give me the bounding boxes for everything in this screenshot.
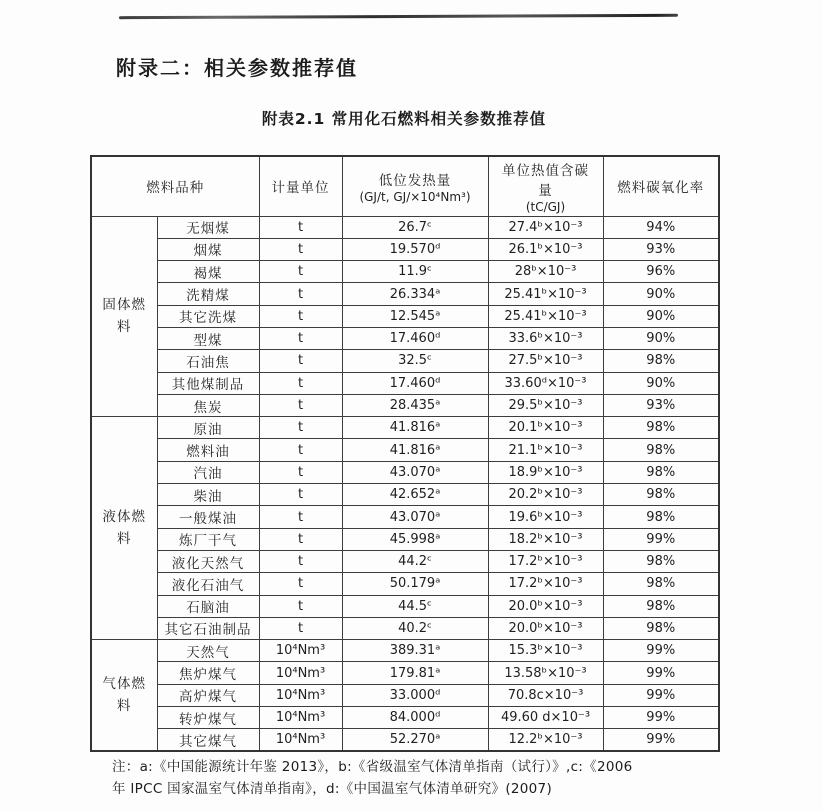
cell-unit: t (259, 506, 342, 528)
cell-fuel-name: 天然气 (157, 640, 259, 662)
table-row (91, 261, 719, 283)
cell-carbon-content: 17.2ᵇ×10⁻³ (488, 573, 603, 595)
table-row (91, 484, 719, 506)
header-heating-value-unit: (GJ/t, GJ/×10⁴Nm³) (359, 189, 471, 204)
table-row (91, 573, 719, 595)
cell-heating-value: 84.000ᵈ (342, 707, 488, 729)
cell-carbon-content: 12.2ᵇ×10⁻³ (488, 729, 603, 751)
cell-fuel-name: 其它石油制品 (157, 617, 259, 639)
cell-unit: 10⁴Nm³ (259, 684, 342, 706)
category-label: 固体燃料 (102, 297, 147, 336)
category-liquid-fuel (91, 417, 157, 640)
header-carbon-content (488, 156, 603, 216)
category-label: 气体燃料 (102, 675, 147, 715)
cell-heating-value: 12.545ᵃ (342, 305, 488, 327)
cell-unit: t (259, 305, 342, 327)
cell-heating-value: 11.9ᶜ (342, 261, 488, 283)
cell-oxidation-rate: 99% (603, 684, 719, 706)
header-oxidation-rate: 燃料碳氧化率 (603, 156, 719, 216)
cell-heating-value: 389.31ᵃ (342, 640, 488, 662)
cell-unit: t (259, 550, 342, 572)
cell-carbon-content: 29.5ᵇ×10⁻³ (488, 394, 603, 416)
cell-unit: t (259, 617, 342, 639)
table-row (91, 394, 719, 416)
cell-heating-value: 26.334ᵃ (342, 283, 488, 305)
cell-heating-value: 41.816ᵃ (342, 417, 488, 439)
cell-carbon-content: 27.5ᵇ×10⁻³ (488, 350, 603, 372)
cell-carbon-content: 18.9ᵇ×10⁻³ (488, 461, 603, 483)
cell-unit: t (259, 261, 342, 283)
cell-unit: t (259, 216, 342, 238)
cell-oxidation-rate: 98% (603, 506, 719, 528)
cell-heating-value: 179.81ᵃ (342, 662, 488, 684)
table-header-row (91, 156, 719, 216)
cell-oxidation-rate: 99% (603, 662, 719, 684)
cell-carbon-content: 21.1ᵇ×10⁻³ (488, 439, 603, 461)
table-row (91, 617, 719, 639)
header-heating-value-title: 低位发热量 (378, 172, 452, 189)
cell-unit: 10⁴Nm³ (259, 729, 342, 751)
cell-heating-value: 45.998ᵃ (342, 528, 488, 550)
cell-heating-value: 17.460ᵈ (342, 327, 488, 349)
cell-unit: t (259, 238, 342, 260)
cell-fuel-name: 其他煤制品 (157, 372, 259, 394)
cell-carbon-content: 49.60 d×10⁻³ (488, 707, 603, 729)
header-carbon-content-title1: 单位热值含碳 (502, 162, 589, 179)
cell-unit: t (259, 394, 342, 416)
table-row (91, 372, 719, 394)
table-row (91, 327, 719, 349)
table-row (91, 305, 719, 327)
cell-oxidation-rate: 90% (603, 327, 719, 349)
cell-fuel-name: 柴油 (157, 484, 259, 506)
header-carbon-content-unit: (tC/GJ) (525, 199, 566, 214)
cell-heating-value: 52.270ᵃ (342, 729, 488, 751)
table-row (91, 216, 719, 238)
table-row (91, 506, 719, 528)
cell-oxidation-rate: 93% (603, 394, 719, 416)
cell-oxidation-rate: 98% (603, 350, 719, 372)
cell-heating-value: 43.070ᵃ (342, 506, 488, 528)
cell-heating-value: 43.070ᵃ (342, 461, 488, 483)
category-solid-fuel (91, 216, 157, 417)
table-row (91, 640, 719, 662)
cell-oxidation-rate: 98% (603, 595, 719, 617)
cell-fuel-name: 液化石油气 (157, 573, 259, 595)
cell-unit: t (259, 350, 342, 372)
cell-oxidation-rate: 93% (603, 238, 719, 260)
cell-heating-value: 26.7ᶜ (342, 216, 488, 238)
cell-carbon-content: 19.6ᵇ×10⁻³ (488, 506, 603, 528)
table-row (91, 707, 719, 729)
header-unit: 计量单位 (259, 156, 342, 216)
cell-unit: t (259, 461, 342, 483)
cell-carbon-content: 25.41ᵇ×10⁻³ (488, 283, 603, 305)
table-row (91, 238, 719, 260)
cell-carbon-content: 20.1ᵇ×10⁻³ (488, 417, 603, 439)
table-row (91, 595, 719, 617)
table-row (91, 461, 719, 483)
cell-carbon-content: 33.60ᵈ×10⁻³ (488, 372, 603, 394)
cell-heating-value: 33.000ᵈ (342, 684, 488, 706)
cell-fuel-name: 褐煤 (157, 261, 259, 283)
cell-heating-value: 50.179ᵃ (342, 573, 488, 595)
cell-fuel-name: 燃料油 (157, 439, 259, 461)
table-row (91, 417, 719, 439)
cell-carbon-content: 20.0ᵇ×10⁻³ (488, 595, 603, 617)
header-heating-value (342, 156, 488, 216)
cell-fuel-name: 其它洗煤 (157, 305, 259, 327)
cell-heating-value: 32.5ᶜ (342, 350, 488, 372)
table-row (91, 662, 719, 684)
table-row (91, 283, 719, 305)
cell-unit: 10⁴Nm³ (259, 662, 342, 684)
scan-artifact-line (119, 14, 678, 19)
cell-heating-value: 17.460ᵈ (342, 372, 488, 394)
cell-oxidation-rate: 94% (603, 216, 719, 238)
cell-heating-value: 28.435ᵃ (342, 394, 488, 416)
cell-oxidation-rate: 99% (603, 640, 719, 662)
table-title: 附表2.1 常用化石燃料相关参数推荐值 (261, 110, 547, 128)
cell-oxidation-rate: 90% (603, 372, 719, 394)
cell-unit: t (259, 417, 342, 439)
cell-fuel-name: 转炉煤气 (157, 707, 259, 729)
cell-fuel-name: 无烟煤 (157, 216, 259, 238)
cell-carbon-content: 70.8c×10⁻³ (488, 684, 603, 706)
cell-unit: t (259, 283, 342, 305)
cell-carbon-content: 17.2ᵇ×10⁻³ (488, 550, 603, 572)
cell-carbon-content: 28ᵇ×10⁻³ (488, 261, 603, 283)
cell-fuel-name: 高炉煤气 (157, 684, 259, 706)
cell-carbon-content: 18.2ᵇ×10⁻³ (488, 528, 603, 550)
cell-oxidation-rate: 90% (603, 283, 719, 305)
cell-oxidation-rate: 98% (603, 461, 719, 483)
footnote-line-1: 注：a:《中国能源统计年鉴 2013》，b:《省级温室气体清单指南（试行）》,c:《2006 (112, 759, 633, 775)
cell-oxidation-rate: 98% (603, 550, 719, 572)
cell-unit: t (259, 484, 342, 506)
cell-heating-value: 44.5ᶜ (342, 595, 488, 617)
cell-carbon-content: 15.3ᵇ×10⁻³ (488, 640, 603, 662)
table-row (91, 528, 719, 550)
cell-oxidation-rate: 99% (603, 707, 719, 729)
cell-unit: 10⁴Nm³ (259, 707, 342, 729)
cell-unit: t (259, 595, 342, 617)
cell-unit: 10⁴Nm³ (259, 640, 342, 662)
cell-fuel-name: 型煤 (157, 327, 259, 349)
cell-oxidation-rate: 98% (603, 617, 719, 639)
header-fuel-type: 燃料品种 (91, 156, 259, 216)
cell-unit: t (259, 573, 342, 595)
cell-carbon-content: 27.4ᵇ×10⁻³ (488, 216, 603, 238)
fuel-parameters-table (90, 155, 720, 752)
cell-unit: t (259, 439, 342, 461)
cell-oxidation-rate: 99% (603, 729, 719, 751)
cell-heating-value: 40.2ᶜ (342, 617, 488, 639)
cell-fuel-name: 其它煤气 (157, 729, 259, 751)
cell-carbon-content: 25.41ᵇ×10⁻³ (488, 305, 603, 327)
cell-oxidation-rate: 98% (603, 573, 719, 595)
cell-fuel-name: 焦炭 (157, 394, 259, 416)
cell-carbon-content: 20.2ᵇ×10⁻³ (488, 484, 603, 506)
cell-fuel-name: 液化天然气 (157, 550, 259, 572)
cell-fuel-name: 石油焦 (157, 350, 259, 372)
table-row (91, 439, 719, 461)
cell-oxidation-rate: 98% (603, 417, 719, 439)
cell-heating-value: 42.652ᵃ (342, 484, 488, 506)
cell-carbon-content: 13.58ᵇ×10⁻³ (488, 662, 603, 684)
footnote-line-2: 年 IPCC 国家温室气体清单指南》，d:《中国温室气体清单研究》(2007) (112, 781, 553, 797)
cell-oxidation-rate: 98% (603, 484, 719, 506)
cell-fuel-name: 焦炉煤气 (157, 662, 259, 684)
cell-fuel-name: 汽油 (157, 461, 259, 483)
cell-carbon-content: 20.0ᵇ×10⁻³ (488, 617, 603, 639)
cell-heating-value: 19.570ᵈ (342, 238, 488, 260)
cell-fuel-name: 炼厂干气 (157, 528, 259, 550)
cell-heating-value: 41.816ᵃ (342, 439, 488, 461)
table-row (91, 550, 719, 572)
cell-carbon-content: 26.1ᵇ×10⁻³ (488, 238, 603, 260)
category-label: 液体燃料 (102, 508, 147, 548)
cell-unit: t (259, 372, 342, 394)
cell-fuel-name: 石脑油 (157, 595, 259, 617)
cell-fuel-name: 洗精煤 (157, 283, 259, 305)
appendix-heading: 附录二：相关参数推荐值 (116, 56, 358, 80)
footnote (112, 756, 712, 800)
cell-unit: t (259, 528, 342, 550)
table-row (91, 729, 719, 751)
cell-carbon-content: 33.6ᵇ×10⁻³ (488, 327, 603, 349)
category-gas-fuel (91, 640, 157, 751)
cell-fuel-name: 一般煤油 (157, 506, 259, 528)
cell-oxidation-rate: 98% (603, 439, 719, 461)
cell-oxidation-rate: 99% (603, 528, 719, 550)
cell-oxidation-rate: 90% (603, 305, 719, 327)
cell-fuel-name: 烟煤 (157, 238, 259, 260)
table-row (91, 350, 719, 372)
header-carbon-content-title2: 量 (538, 182, 553, 199)
cell-unit: t (259, 327, 342, 349)
cell-oxidation-rate: 96% (603, 261, 719, 283)
table-row (91, 684, 719, 706)
cell-fuel-name: 原油 (157, 417, 259, 439)
cell-heating-value: 44.2ᶜ (342, 550, 488, 572)
